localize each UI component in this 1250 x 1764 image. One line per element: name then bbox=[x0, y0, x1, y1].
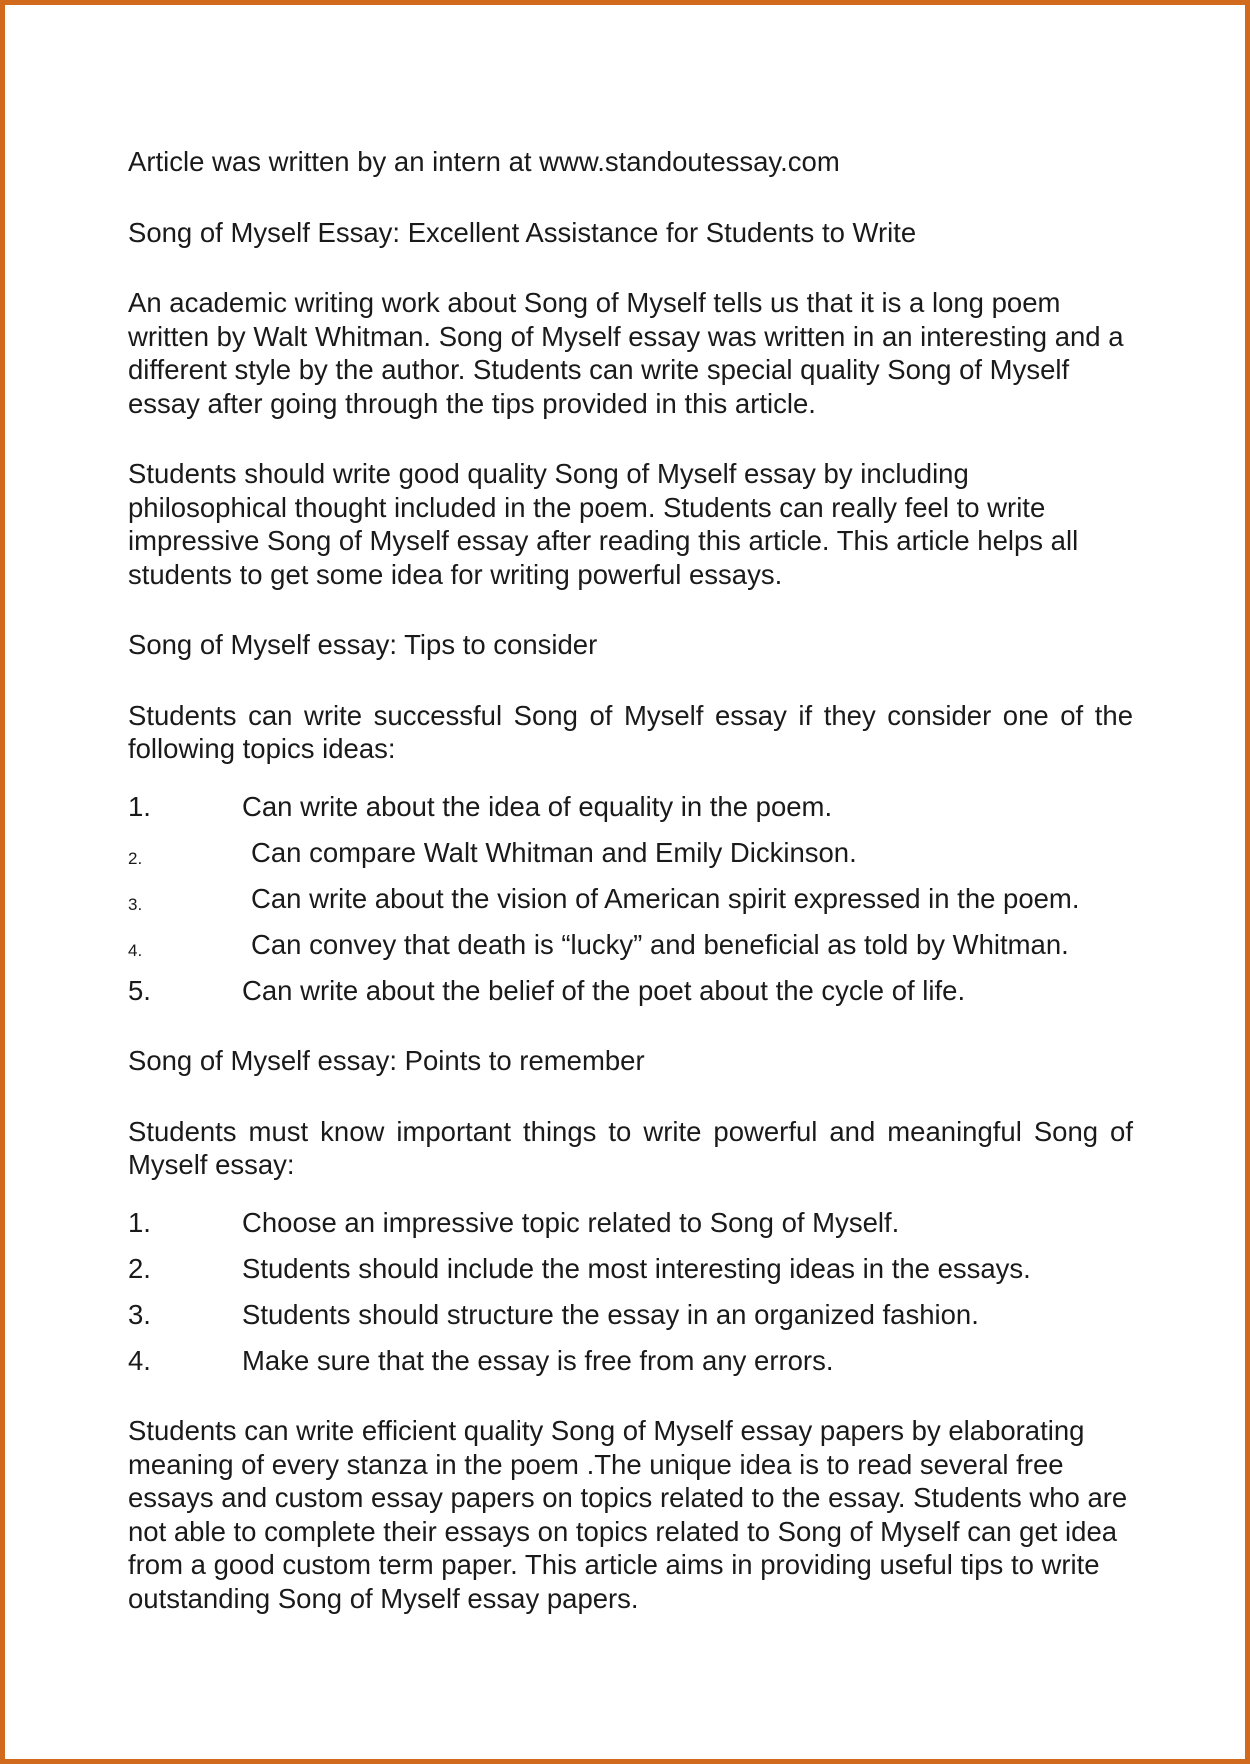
list-item-text: Can compare Walt Whitman and Emily Dickinson. bbox=[251, 836, 857, 868]
list-item-text: Can write about the belief of the poet about the cycle of life. bbox=[242, 974, 966, 1006]
list-item-text: Students should structure the essay in an organized fashion. bbox=[242, 1298, 979, 1330]
closing-paragraph: Students can write efficient quality Song of Myself essay papers by elaborating meaning of every stanza in the poem .The unique idea is to read several free essays and custom essay papers on topics related to the essay. Students who are not able to complete their essays on topics related to Song of Myself can get idea from a good custom term paper. This article aims in providing useful tips to write outstanding Song of Myself essay papers. bbox=[128, 1415, 1128, 1614]
list-item bbox=[128, 1252, 1133, 1286]
list-item bbox=[128, 1298, 1133, 1332]
list-item-number: 5. bbox=[128, 974, 151, 1006]
list-item-text: Can write about the vision of American spirit expressed in the poem. bbox=[251, 882, 1080, 914]
list-item-number: 1. bbox=[128, 1206, 151, 1238]
points-heading: Song of Myself essay: Points to remember bbox=[128, 1045, 645, 1076]
list-item-text: Choose an impressive topic related to Song of Myself. bbox=[242, 1206, 900, 1238]
tips-intro: Students can write successful Song of Myself essay if they consider one of the following topics ideas: bbox=[128, 699, 1133, 764]
list-item bbox=[128, 790, 1133, 824]
document-title: Song of Myself Essay: Excellent Assistance for Students to Write bbox=[128, 216, 917, 248]
tips-heading: Song of Myself essay: Tips to consider bbox=[128, 629, 598, 660]
list-item-number: 4. bbox=[128, 1344, 151, 1376]
list-item bbox=[128, 882, 1133, 916]
list-item-text: Make sure that the essay is free from any errors. bbox=[242, 1344, 834, 1376]
paragraph-2: Students should write good quality Song of Myself essay by including philosophical thought included in the poem. Students can really feel to write impressive Song of Myself essay after reading this article. This article helps all students to get some idea for writing powerful essays. bbox=[128, 458, 1079, 590]
list-item-number: 2. bbox=[128, 848, 143, 868]
points-intro: Students must know important things to write powerful and meaningful Song of Myself essay: bbox=[128, 1115, 1133, 1180]
list-item-number: 3. bbox=[128, 1298, 151, 1330]
list-item bbox=[128, 836, 1133, 870]
list-item-text: Can convey that death is “lucky” and beneficial as told by Whitman. bbox=[251, 928, 1069, 960]
list-item-number: 4. bbox=[128, 940, 143, 960]
points-list bbox=[128, 1206, 1133, 1378]
document-body bbox=[128, 145, 1133, 1652]
list-item bbox=[128, 1344, 1133, 1378]
intro-line: Article was written by an intern at www.standoutessay.com bbox=[128, 146, 840, 177]
list-item-number: 1. bbox=[128, 790, 151, 822]
list-item-text: Can write about the idea of equality in the poem. bbox=[242, 790, 833, 822]
list-item bbox=[128, 928, 1133, 962]
tips-list bbox=[128, 790, 1133, 1008]
list-item bbox=[128, 974, 1133, 1008]
list-item-number: 3. bbox=[128, 894, 143, 914]
paragraph-1: An academic writing work about Song of Myself tells us that it is a long poem written by Walt Whitman. Song of Myself essay was written in an interesting and a different style by the author. Students can write special quality Song of Myself essay after going through the tips provided in this article. bbox=[128, 287, 1124, 419]
list-item bbox=[128, 1206, 1133, 1240]
list-item-number: 2. bbox=[128, 1252, 151, 1284]
list-item-text: Students should include the most interesting ideas in the essays. bbox=[242, 1252, 1031, 1284]
